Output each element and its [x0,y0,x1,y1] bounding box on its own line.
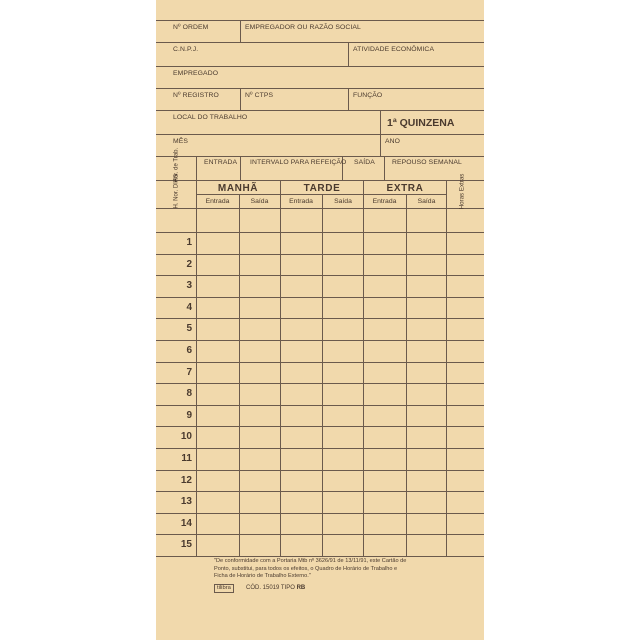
day-number: 11 [181,453,192,464]
day-row-line [156,275,484,276]
day-number: 8 [186,388,192,400]
product-code [246,584,305,592]
footer-note-line-2: Ponto, substitui, para todos os efeitos, o Quadro de Horário de Trabalho e [214,565,398,572]
schedule-divider [196,156,197,180]
day-number: 3 [186,280,192,292]
header-divider [240,20,241,42]
extra-entry-label: Entrada [372,198,397,205]
weekly-rest-label: REPOUSO SEMANAL [392,159,462,166]
schedule-line [156,180,484,181]
ctps-label: Nº CTPS [245,92,274,99]
month-label: MÊS [173,138,189,145]
schedule-exit-label: SAÍDA [354,159,375,166]
meal-break-label: INTERVALO PARA REFEIÇÃO [250,159,347,166]
schedule-divider [240,156,241,180]
schedule-entry-label: ENTRADA [204,159,238,166]
day-row-line [156,318,484,319]
day-number: 12 [180,474,192,486]
day-row-line [156,534,484,535]
day-row-line [156,470,484,471]
registration-label: Nº REGISTRO [173,92,219,99]
function-label: FUNÇÃO [353,92,383,99]
grid-header-line [156,208,484,209]
afternoon-title: TARDE [303,183,341,194]
day-number: 13 [180,496,192,508]
day-row-line [156,254,484,255]
header-line [156,134,484,135]
header-line [156,156,484,157]
day-row-line [156,362,484,363]
header-line [156,88,484,89]
product-type: RB [296,585,306,591]
day-row-line [156,383,484,384]
employer-label: EMPREGADOR OU RAZÃO SOCIAL [245,24,361,31]
day-number: 1 [186,237,192,248]
footer-note-line-1: "De conformidade com a Portaria Mtb nº 3626/91 de 13/11/91, este Cartão de [214,558,407,564]
time-card [156,0,484,640]
day-row-line [156,491,484,492]
year-label: ANO [385,138,401,145]
grid-column-line [280,180,281,556]
day-number: 14 [180,517,192,529]
morning-entry-label: Entrada [205,198,230,205]
day-number: 2 [186,258,192,270]
morning-exit-label: Saída [250,198,269,205]
schedule-divider [384,156,385,180]
fortnight-title: 1ª QUINZENA [387,117,455,129]
grid-column-line [446,180,447,556]
morning-title: MANHÃ [217,183,259,194]
employee-label: EMPREGADO [173,70,219,77]
ordem-label: Nº ORDEM [173,24,209,31]
footer-note-line-3: Ficha de Horário de Trabalho Externo." [214,573,311,579]
day-number: 15 [180,539,192,551]
grid-column-line [239,194,240,556]
header-divider [240,88,241,110]
grid-column-line [406,194,407,556]
header-divider [348,42,349,66]
day-row-line [156,297,484,298]
day-row-line [156,405,484,406]
product-code-text: CÓD. 15019 TIPO [246,585,295,591]
brand-logo: tilibra [214,584,234,593]
header-line [156,20,484,21]
day-number: 6 [186,345,192,356]
header-line [156,66,484,67]
grid-column-line [322,194,323,556]
extra-exit-label: Saída [417,198,436,205]
extra-title: EXTRA [386,183,424,194]
day-number: 4 [186,301,192,313]
afternoon-exit-label: Saída [334,198,352,205]
work-hours-label: Hor. de Trab. [173,147,180,183]
days-column-label: H. Nor. DIAS [173,174,180,209]
header-divider [380,110,381,156]
grid-column-line [196,180,197,556]
day-number: 9 [186,409,192,421]
day-number: 5 [186,323,192,335]
day-row-line [156,448,484,449]
activity-label: ATIVIDADE ECONÔMICA [353,46,435,53]
day-row-line [156,513,484,514]
afternoon-entry-label: Entrada [289,198,313,205]
header-divider [348,88,349,110]
day-number: 7 [186,366,192,378]
day-number: 10 [180,431,192,443]
grid-bottom-line [156,556,484,557]
workplace-label: LOCAL DO TRABALHO [173,114,248,121]
cnpj-label: C.N.P.J. [173,46,199,53]
header-line [156,110,484,111]
day-row-line [156,426,484,427]
header-line [156,42,484,43]
day-row-line [156,340,484,341]
grid-header-line [156,232,484,233]
overtime-hours-label: Horas Extras [458,173,466,210]
grid-header-line [196,194,446,195]
grid-column-line [363,180,364,556]
